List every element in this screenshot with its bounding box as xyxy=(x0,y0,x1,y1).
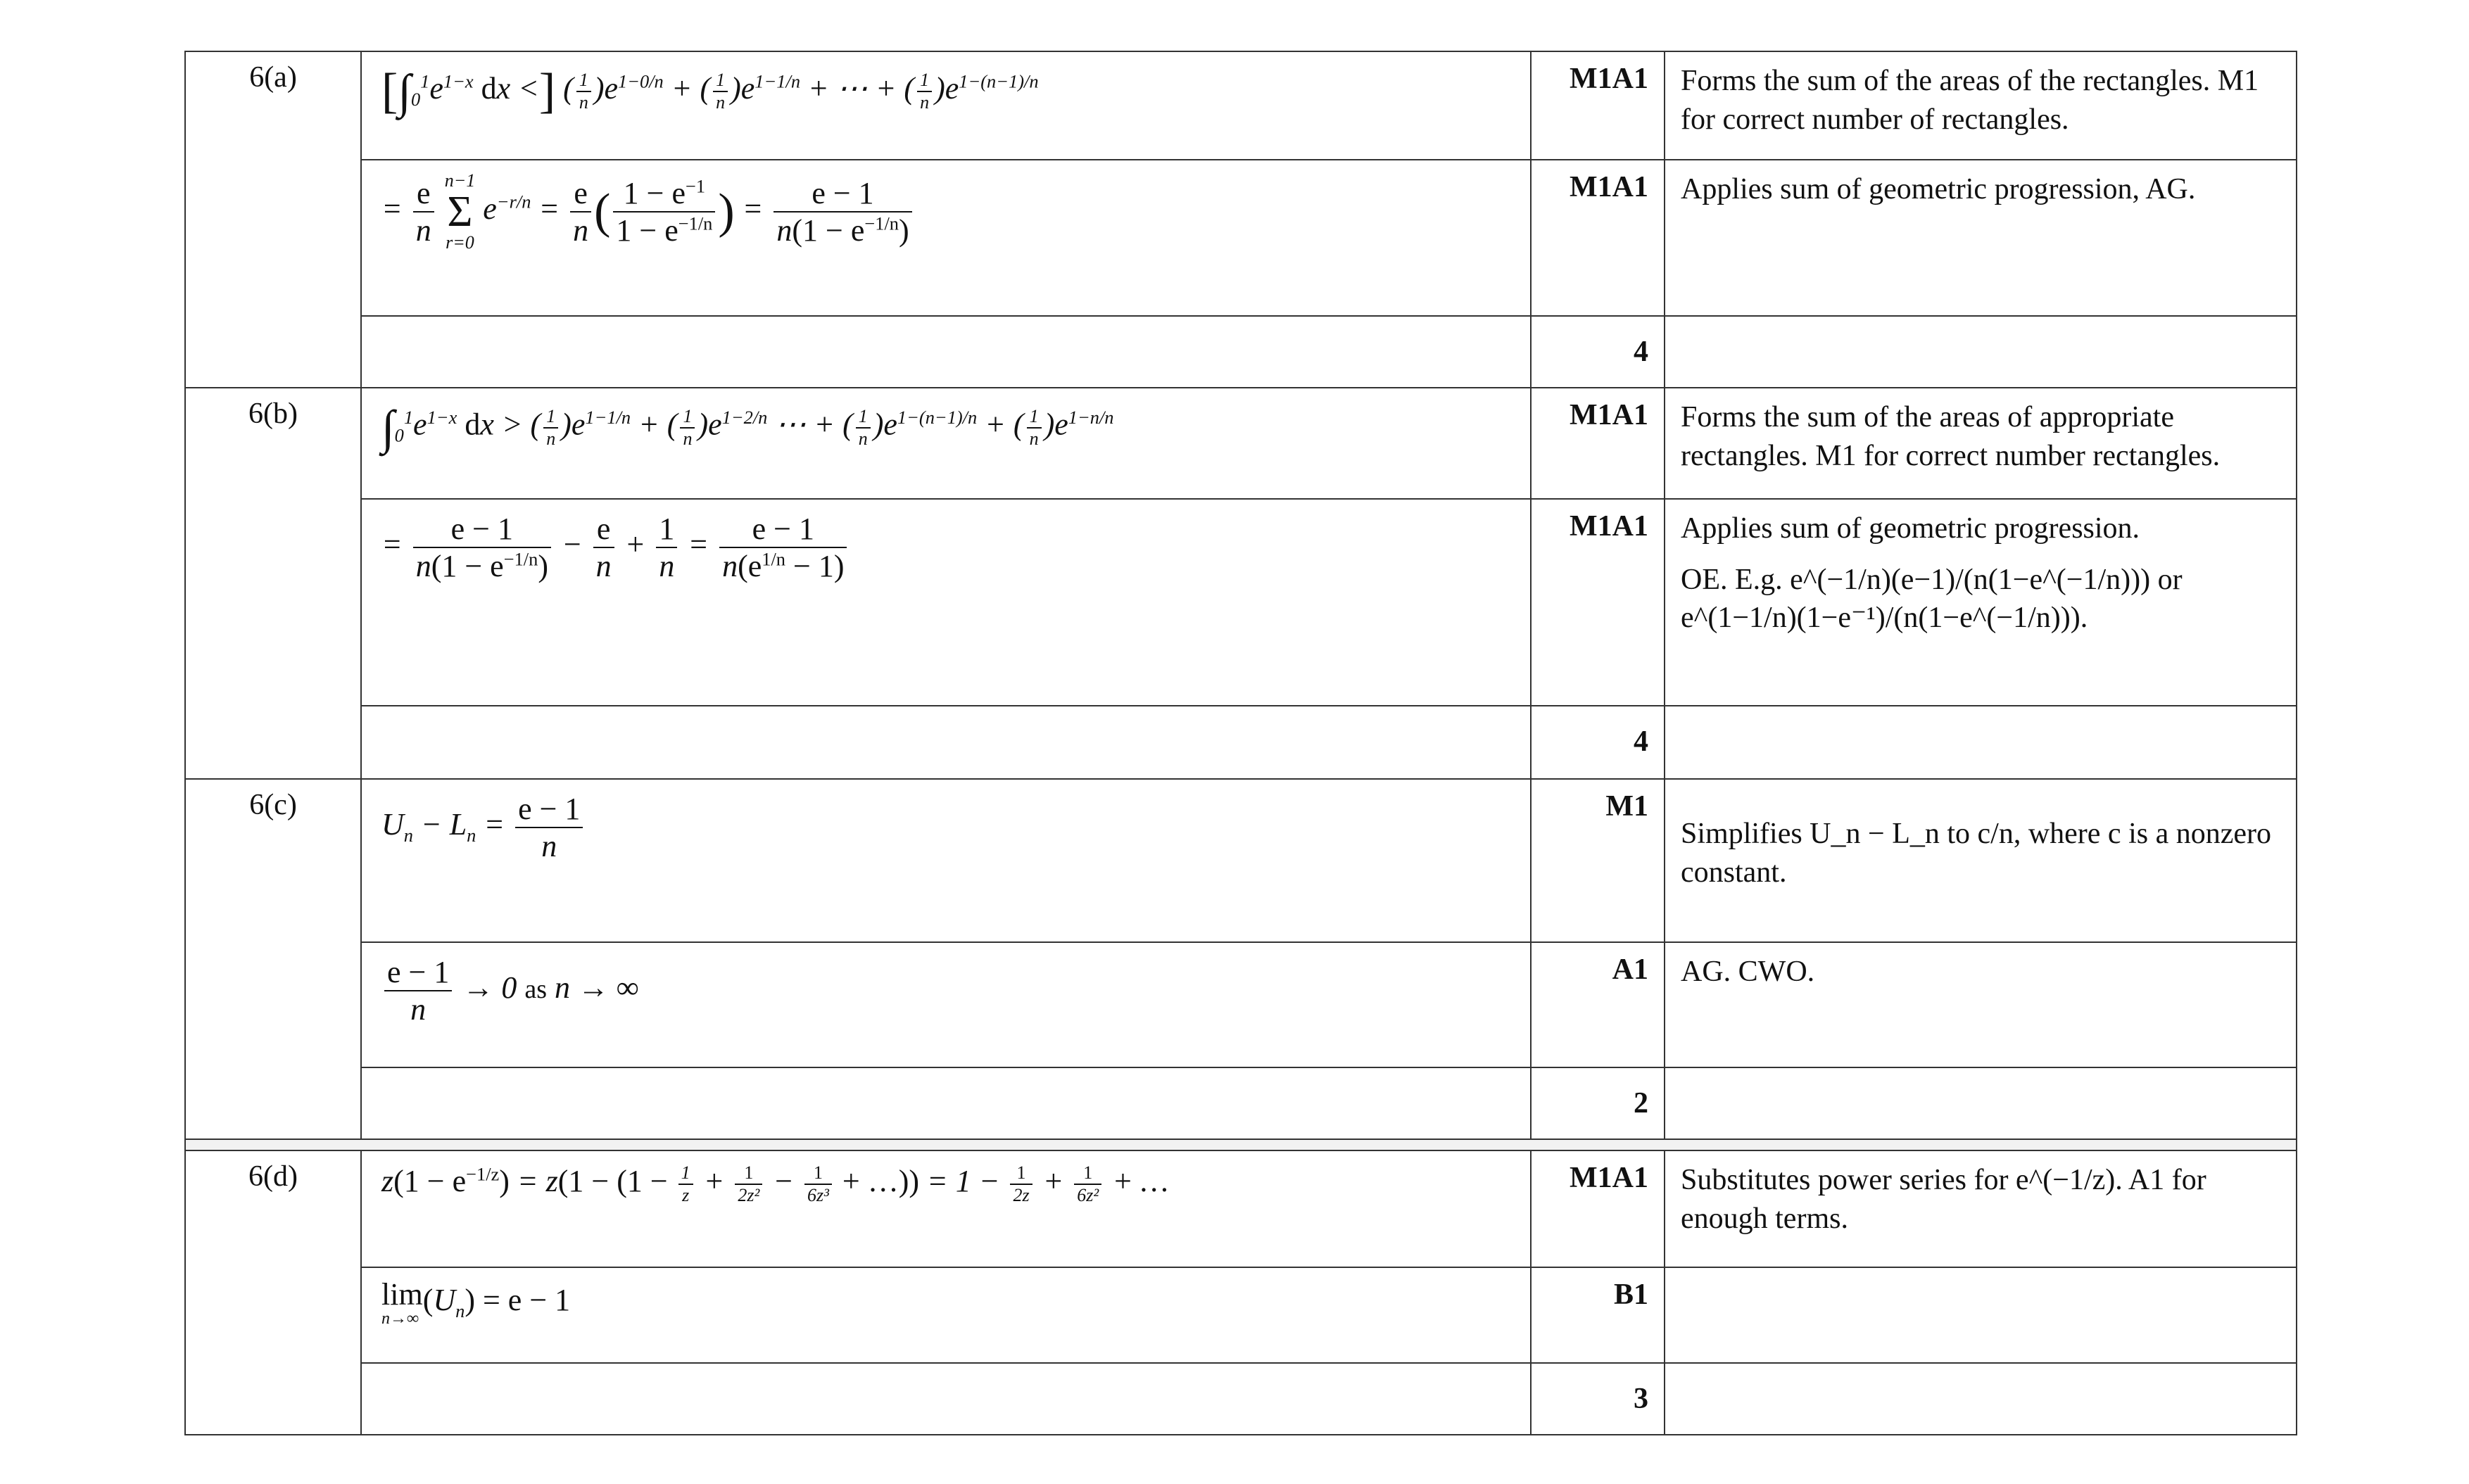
mark-code: M1 xyxy=(1531,779,1665,942)
guidance-text: Forms the sum of the areas of appropriate rectangles. M1 for correct number rectangles. xyxy=(1665,388,2297,499)
total-marks: 2 xyxy=(1531,1067,1665,1139)
total-marks: 3 xyxy=(1531,1363,1665,1435)
guidance-text: Substitutes power series for e^(−1/z). A1 for enough terms. xyxy=(1665,1150,2297,1267)
guidance-cell-empty xyxy=(1665,1363,2297,1435)
guidance-cell xyxy=(1665,499,2297,706)
table-row xyxy=(185,779,2297,942)
guidance-cell-empty xyxy=(1665,706,2297,779)
guidance-cell-empty xyxy=(1665,316,2297,388)
answer-cell-empty xyxy=(361,706,1531,779)
mark-code: M1A1 xyxy=(1531,499,1665,706)
table-row xyxy=(185,706,2297,779)
guidance-text: AG. CWO. xyxy=(1665,942,2297,1067)
guidance-text: Simplifies U_n − L_n to c/n, where c is a nonzero constant. xyxy=(1665,779,2297,942)
answer-cell: lim n→∞ $(U_n) = e - 1$ xyxy=(361,1267,1531,1363)
mark-code: M1A1 xyxy=(1531,51,1665,160)
table-row xyxy=(185,51,2297,160)
table-row xyxy=(185,388,2297,499)
question-number: 6(c) xyxy=(185,779,361,1139)
table-row xyxy=(185,1150,2297,1267)
table-row xyxy=(185,160,2297,316)
answer-cell: = $\frac{e}{n}$ n−1 Σ r=0 $e^{-r/n}$ = $\frac{e}{n}$ ( $\frac{1 - e^{-1}}{1 - e^{-1/n}}$ ) = $\frac{e - 1}{n(1 - e^{-1/n})}$ xyxy=(361,160,1531,316)
guidance-cell-empty xyxy=(1665,1067,2297,1139)
answer-cell: = $\frac{e - 1}{n(1 - e^{-1/n})}$ − $\frac{e}{n}$ + $\frac{1}{n}$ = $\frac{e - 1}{n(e^{1/n} - 1)}$ xyxy=(361,499,1531,706)
mark-code: M1A1 xyxy=(1531,160,1665,316)
answer-cell-empty xyxy=(361,316,1531,388)
answer-cell: [$\int_0^1e^{1-x}$ dx <] ( $\frac{1}{n}$ )$e^{1-0/n}$ + ( $\frac{1}{n}$ )$e^{1-1/n}$ + ⋯ + ( $\frac{1}{n}$ )$e^{1-(n-1)/n}$ xyxy=(361,51,1531,160)
table-row xyxy=(185,942,2297,1067)
mark-scheme-table xyxy=(184,51,2297,1435)
guidance-text xyxy=(1665,1267,2297,1363)
answer-cell: $z(1 - e^{-1/z}) = z(1 - (1$ − $\frac{1}{z}$ + $\frac{1}{\text{2z²}}$ − $\frac{1}{\text{6z³}}$ + …)) = 1 − $\frac{1}{2z}$ + $\frac{1}{\text{6z²}}$ + … xyxy=(361,1150,1531,1267)
mark-code: A1 xyxy=(1531,942,1665,1067)
mark-code: B1 xyxy=(1531,1267,1665,1363)
table-row xyxy=(185,1267,2297,1363)
answer-cell: $U_n - L_n$ = $\frac{e - 1}{n}$ xyxy=(361,779,1531,942)
total-marks: 4 xyxy=(1531,706,1665,779)
table-row xyxy=(185,1363,2297,1435)
table-row xyxy=(185,499,2297,706)
answer-cell-empty xyxy=(361,1067,1531,1139)
answer-cell: $\int_0^1e^{1-x}$ dx > ( $\frac{1}{n}$ )$e^{1-1/n}$ + ( $\frac{1}{n}$ )$e^{1-2/n}$ ⋯ + ( $\frac{1}{n}$ )$e^{1-(n-1)/n}$ + ( $\frac{1}{n}$ )$e^{1-n/n}$ xyxy=(361,388,1531,499)
question-number: 6(b) xyxy=(185,388,361,779)
section-separator xyxy=(185,1139,2297,1150)
answer-cell: $\frac{e - 1}{n}$ → 0 as n → ∞ xyxy=(361,942,1531,1067)
mark-code: M1A1 xyxy=(1531,1150,1665,1267)
table-row xyxy=(185,316,2297,388)
mark-code: M1A1 xyxy=(1531,388,1665,499)
question-number: 6(a) xyxy=(185,51,361,388)
total-marks: 4 xyxy=(1531,316,1665,388)
guidance-text: Applies sum of geometric progression. xyxy=(1681,512,2140,545)
mark-scheme-sheet xyxy=(184,51,2296,1435)
table-row xyxy=(185,1067,2297,1139)
question-number: 6(d) xyxy=(185,1150,361,1435)
guidance-alternative: OE. E.g. e^(−1/n)(e−1)/(n(1−e^(−1/n))) or e^(1−1/n)(1−e⁻¹)/(n(1−e^(−1/n))). xyxy=(1681,563,2183,635)
guidance-text: Applies sum of geometric progression, AG. xyxy=(1665,160,2297,316)
answer-cell-empty xyxy=(361,1363,1531,1435)
guidance-text: Forms the sum of the areas of the rectangles. M1 for correct number of rectangles. xyxy=(1665,51,2297,160)
